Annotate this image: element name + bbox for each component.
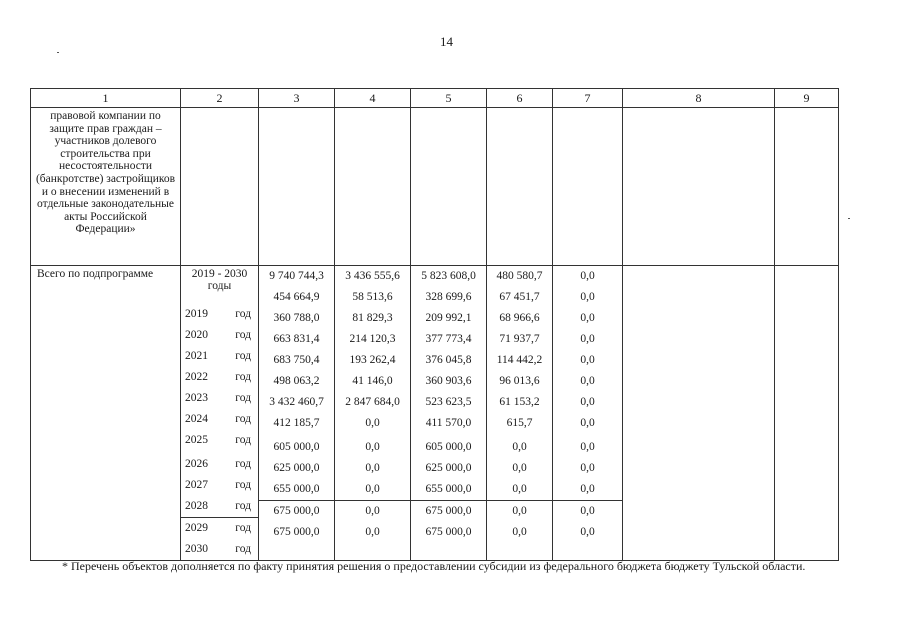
footnote: * Перечень объектов дополняется по факту принятия решения о предоставлении субсидии из федерального бюджета бюджету Тульской области. <box>62 559 806 573</box>
column-number: 2 <box>181 89 259 108</box>
year-c4-value: 0,0 <box>365 417 380 429</box>
year-c5-value: 360 903,6 <box>425 375 472 387</box>
year-c4-value: 58 513,6 <box>352 291 393 303</box>
year-c4-value: 41 146,0 <box>352 375 393 387</box>
year-value: 2021 <box>185 350 208 362</box>
year-value: 2025 <box>185 434 208 446</box>
year-suffix: год <box>235 371 251 383</box>
column-number: 6 <box>487 89 553 108</box>
year-suffix: год <box>235 458 251 470</box>
total-c7: 0,0 <box>580 270 595 282</box>
year-suffix: год <box>235 413 251 425</box>
totals-row <box>31 266 839 561</box>
year-c7-value: 0,0 <box>580 291 595 303</box>
column-number: 5 <box>411 89 487 108</box>
column-number: 1 <box>31 89 181 108</box>
year-c4-value: 193 262,4 <box>349 354 396 366</box>
year-c5-value: 376 045,8 <box>425 354 472 366</box>
year-c7-value: 0,0 <box>580 354 595 366</box>
page-number: 14 <box>440 34 453 49</box>
local-budget-column <box>487 266 552 543</box>
year-c6-value: 71 937,7 <box>499 333 540 345</box>
column-number: 3 <box>259 89 335 108</box>
year-row-label <box>181 454 258 475</box>
year-suffix: год <box>235 308 251 320</box>
column-number-row <box>31 89 839 108</box>
year-c3-value: 663 831,4 <box>273 333 320 345</box>
year-c6-value: 96 013,6 <box>499 375 540 387</box>
measure-description: правовой компании по защите прав граждан – участников долевого строительства при несостоятельности (банкротстве) застройщиков и о внесении изменений в отдельные законодательные акты Российской Федерации» <box>35 110 176 236</box>
year-row-label <box>181 539 258 560</box>
year-c4-value: 0,0 <box>365 441 380 453</box>
year-c6-value: 67 451,7 <box>499 291 540 303</box>
column-number: 9 <box>775 89 839 108</box>
year-c4-value: 0,0 <box>365 526 380 538</box>
year-suffix: год <box>235 479 251 491</box>
year-row-label <box>181 367 258 388</box>
year-c6-value: 0,0 <box>512 462 527 474</box>
year-value: 2030 <box>185 543 208 555</box>
column-number: 4 <box>335 89 411 108</box>
year-suffix: год <box>235 522 251 534</box>
year-c6-value: 114 442,2 <box>496 354 543 366</box>
year-value: 2028 <box>185 500 208 512</box>
year-c4-value: 0,0 <box>335 479 410 501</box>
year-c5-value: 328 699,6 <box>425 291 472 303</box>
year-c4-value: 0,0 <box>365 462 380 474</box>
scan-speck <box>57 52 59 53</box>
year-c6-value: 0,0 <box>487 479 552 501</box>
year-c3-value: 683 750,4 <box>273 354 320 366</box>
year-value: 2026 <box>185 458 208 470</box>
regional-budget-column <box>411 266 486 543</box>
year-c3-value: 605 000,0 <box>273 441 320 453</box>
year-c7-value: 0,0 <box>580 526 595 538</box>
year-c5-value: 625 000,0 <box>425 462 472 474</box>
year-c5-value: 411 570,0 <box>425 417 472 429</box>
year-c4-value: 214 120,3 <box>349 333 396 345</box>
year-row-label <box>181 346 258 367</box>
year-suffix: год <box>235 543 251 555</box>
year-c3-value: 412 185,7 <box>273 417 320 429</box>
year-c3-value: 3 432 460,7 <box>269 396 324 408</box>
year-c6-value: 68 966,6 <box>499 312 540 324</box>
year-c4-value: 0,0 <box>365 505 380 517</box>
year-c7-value: 0,0 <box>580 505 595 517</box>
total-c5: 5 823 608,0 <box>421 270 476 282</box>
total-label: Всего по подпрограмме <box>37 268 154 280</box>
total-c3: 9 740 744,3 <box>269 270 324 282</box>
year-c4-value: 2 847 684,0 <box>345 396 400 408</box>
year-c7-value: 0,0 <box>580 312 595 324</box>
year-row-label <box>181 475 258 496</box>
total-c4: 3 436 555,6 <box>345 270 400 282</box>
year-c4-value: 81 829,3 <box>352 312 393 324</box>
year-c3-value: 360 788,0 <box>273 312 320 324</box>
year-c3-value: 625 000,0 <box>273 462 320 474</box>
year-c5-value: 523 623,5 <box>425 396 472 408</box>
total-funding-column <box>259 266 334 543</box>
federal-budget-column <box>335 266 410 543</box>
year-suffix: год <box>235 329 251 341</box>
year-row-label <box>181 304 258 325</box>
subprogram-funding-table <box>30 88 839 561</box>
year-row-label <box>181 325 258 346</box>
year-suffix: год <box>235 350 251 362</box>
year-value: 2027 <box>185 479 208 491</box>
year-c6-value: 0,0 <box>512 526 527 538</box>
year-c7-value: 0,0 <box>580 375 595 387</box>
year-value: 2020 <box>185 329 208 341</box>
description-row <box>31 108 839 266</box>
year-c5-value: 209 992,1 <box>425 312 472 324</box>
year-value: 2023 <box>185 392 208 404</box>
year-c6-value: 61 153,2 <box>499 396 540 408</box>
total-period: 2019 - 2030 годы <box>191 268 248 292</box>
year-c6-value: 0,0 <box>512 441 527 453</box>
year-c5-value: 675 000,0 <box>425 505 472 517</box>
column-number: 7 <box>553 89 623 108</box>
year-c3-value: 498 063,2 <box>273 375 320 387</box>
year-c7-value: 0,0 <box>553 479 622 501</box>
year-c7-value: 0,0 <box>580 462 595 474</box>
year-c3-value: 675 000,0 <box>273 505 320 517</box>
year-c5-value: 377 773,4 <box>425 333 472 345</box>
year-c7-value: 0,0 <box>580 417 595 429</box>
year-suffix: год <box>235 434 251 446</box>
year-suffix: год <box>235 500 251 512</box>
year-c3-value: 675 000,0 <box>273 526 320 538</box>
year-c5-value: 655 000,0 <box>411 479 486 501</box>
total-c6: 480 580,7 <box>496 270 543 282</box>
year-value: 2022 <box>185 371 208 383</box>
year-row-label <box>181 409 258 430</box>
year-row-label <box>181 518 258 539</box>
year-c7-value: 0,0 <box>580 333 595 345</box>
year-row-label <box>181 430 258 451</box>
year-c6-value: 0,0 <box>512 505 527 517</box>
year-c7-value: 0,0 <box>580 396 595 408</box>
year-value: 2019 <box>185 308 208 320</box>
year-row-label <box>181 496 258 518</box>
year-c3-value: 655 000,0 <box>259 479 334 501</box>
year-value: 2029 <box>185 522 208 534</box>
year-c3-value: 454 664,9 <box>273 291 320 303</box>
year-c5-value: 675 000,0 <box>425 526 472 538</box>
year-c6-value: 615,7 <box>506 417 533 429</box>
extrabudget-column <box>553 266 622 543</box>
year-suffix: год <box>235 392 251 404</box>
year-c5-value: 605 000,0 <box>425 441 472 453</box>
period-column <box>181 266 258 560</box>
year-row-label <box>181 388 258 409</box>
column-number: 8 <box>623 89 775 108</box>
scan-speck <box>848 218 850 219</box>
year-value: 2024 <box>185 413 208 425</box>
year-c7-value: 0,0 <box>580 441 595 453</box>
